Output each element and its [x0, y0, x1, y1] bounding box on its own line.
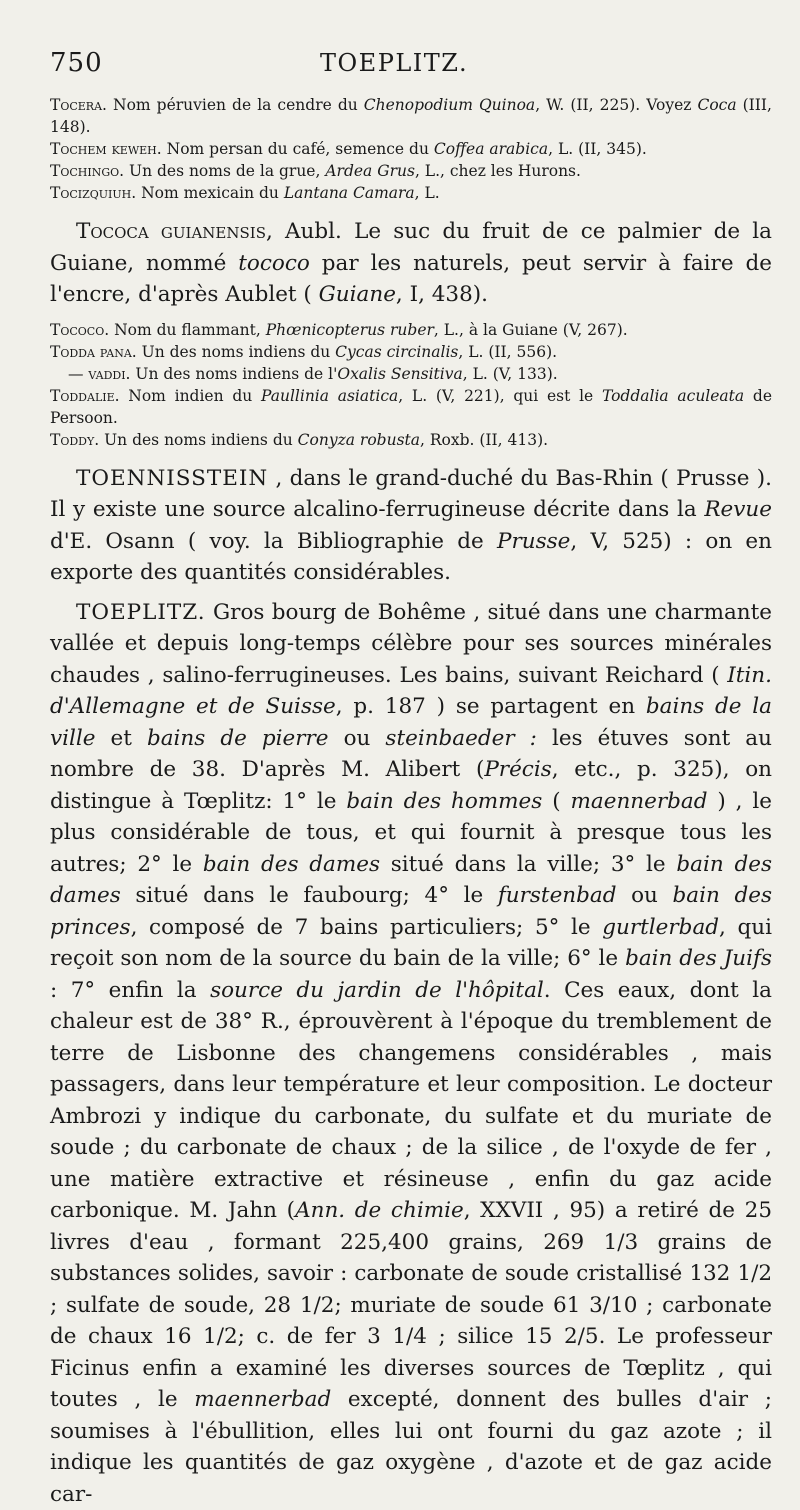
italic-term: bains de la ville — [50, 694, 772, 751]
text-run: , etc., p. 325), on distingue à Tœplitz: 1° le — [50, 757, 772, 814]
text-run: Gros bourg de Bohême , situé dans une charmante vallée et depuis long-temps célèbre pour ses sources minérales chaudes , salino-ferrugineuses. Les bains, suivant Reichard ( — [50, 600, 772, 688]
entry-todda-vaddi: — vaddi. Un des noms indiens de l'Oxalis Sensitiva, L. (V, 133). — [68, 363, 772, 385]
text-run: ou — [329, 726, 386, 751]
entry-toddy: Toddy. Un des noms indiens du Conyza robusta, Roxb. (II, 413). — [50, 429, 772, 451]
entry-tocera: Tocera. Nom péruvien de la cendre du Chenopodium Quinoa, W. (II, 225). Voyez Coca (III, 148). — [50, 94, 772, 138]
italic-term: bain des dames — [50, 852, 772, 909]
italic-term: gurtlerbad — [602, 915, 719, 940]
text-run: et — [96, 726, 147, 751]
italic-term: bains de pierre — [147, 726, 329, 751]
italic-term: bain des hommes — [346, 789, 542, 814]
text-run: . Ces eaux, dont la chaleur est de 38° R., éprouvèrent à l'époque du tremblement de terre de Lisbonne des changemens considérables , mais passagers, dans leur température et leur composition. Le docteur Ambrozi y indique du carbonate, du sulfate et du muriate de soude ; du carbonate de chaux ; de la silice , de l'oxyde de fer , une matière extractive et résineuse , enfin du gaz acide carbonique. M. Jahn ( — [50, 978, 772, 1224]
entry-tochem-keweh: Tochem keweh. Nom persan du café, semence du Coffea arabica, L. (II, 345). — [50, 138, 772, 160]
toeplitz-headword: TOEPLITZ. — [76, 600, 206, 625]
italic-term: maennerbad — [194, 1387, 331, 1412]
italic-term: Précis — [484, 757, 551, 782]
text-run: situé dans le faubourg; 4° le — [121, 883, 498, 908]
entry-tococa-guianensis: Tococa guianensis, Aubl. Le suc du fruit de ce palmier de la Guiane, nommé tococo par les naturels, peut servir à faire de l'encre, d'après Aublet ( Guiane, I, 438). — [50, 216, 772, 311]
italic-term: Ann. de chimie — [295, 1198, 464, 1223]
entry-tocizquiuh: Tocizquiuh. Nom mexicain du Lantana Camara, L. — [50, 182, 772, 204]
text-run: ) , le plus considérable de tous, et qui fournit à presque tous les autres; 2° le — [50, 789, 772, 877]
italic-term: Itin. d'Allemagne et de Suisse — [50, 663, 772, 720]
running-title: TOEPLITZ. — [320, 49, 468, 77]
page-number: 750 — [50, 48, 130, 78]
text-run: : 7° enfin la — [50, 978, 210, 1003]
text-run: excepté, donnent des bulles d'air ; soumises à l'ébullition, elles lui ont fourni du gaz azote ; il indique les quantités de gaz oxygène , d'azote et de gaz acide car- — [50, 1387, 772, 1507]
entries-group-a — [50, 94, 772, 204]
entry-tochingo: Tochingo. Un des noms de la grue, Ardea Grus, L., chez les Hurons. — [50, 160, 772, 182]
entry-toennisstein: TOENNISSTEIN , dans le grand-duché du Bas-Rhin ( Prusse ). Il y existe une source alcalino-ferrugineuse décrite dans la Revue d'E. Osann ( voy. la Bibliographie de Prusse, V, 525) : on en exporte des quantités considérables. — [50, 463, 772, 589]
text-run: les étuves sont au nombre de 38. D'après M. Alibert ( — [50, 726, 772, 783]
page-header — [50, 48, 772, 88]
italic-term: bain des dames — [203, 852, 380, 877]
entry-todda-pana: Todda pana. Un des noms indiens du Cycas circinalis, L. (II, 556). — [50, 341, 772, 363]
italic-term: bain des Juifs — [625, 946, 772, 971]
text-run: , p. 187 ) se partagent en — [336, 694, 646, 719]
text-run: ou — [616, 883, 672, 908]
entry-tococo: Tococo. Nom du flammant, Phœnicopterus ruber, L., à la Guiane (V, 267). — [50, 319, 772, 341]
entry-toeplitz — [50, 597, 772, 1510]
text-run: situé dans la ville; 3° le — [380, 852, 676, 877]
text-run: , qui reçoit son nom de la source du bain de la ville; 6° le — [50, 915, 772, 972]
italic-term: furstenbad — [498, 883, 617, 908]
toeplitz-body — [50, 600, 772, 1507]
italic-term: maennerbad — [571, 789, 708, 814]
entry-toddalie: Toddalie. Nom indien du Paullinia asiatica, L. (V, 221), qui est le Toddalia aculeata de Persoon. — [50, 385, 772, 429]
italic-term: steinbaeder : — [385, 726, 536, 751]
text-run: ( — [542, 789, 570, 814]
italic-term: bain des princes — [50, 883, 772, 940]
italic-term: source du jardin de l'hôpital — [210, 978, 544, 1003]
entries-group-b — [50, 319, 772, 451]
text-run: , composé de 7 bains particuliers; 5° le — [131, 915, 603, 940]
text-run: , XXVII , 95) a retiré de 25 livres d'eau , formant 225,400 grains, 269 1/3 grains de substances solides, savoir : carbonate de soude cristallisé 132 1/2 ; sulfate de soude, 28 1/2; muriate de soude 61 3/10 ; carbonate de chaux 16 1/2; c. de fer 3 1/4 ; silice 15 2/5. Le professeur Ficinus enfin a examiné les diverses sources de Tœplitz , qui toutes , le — [50, 1198, 772, 1412]
